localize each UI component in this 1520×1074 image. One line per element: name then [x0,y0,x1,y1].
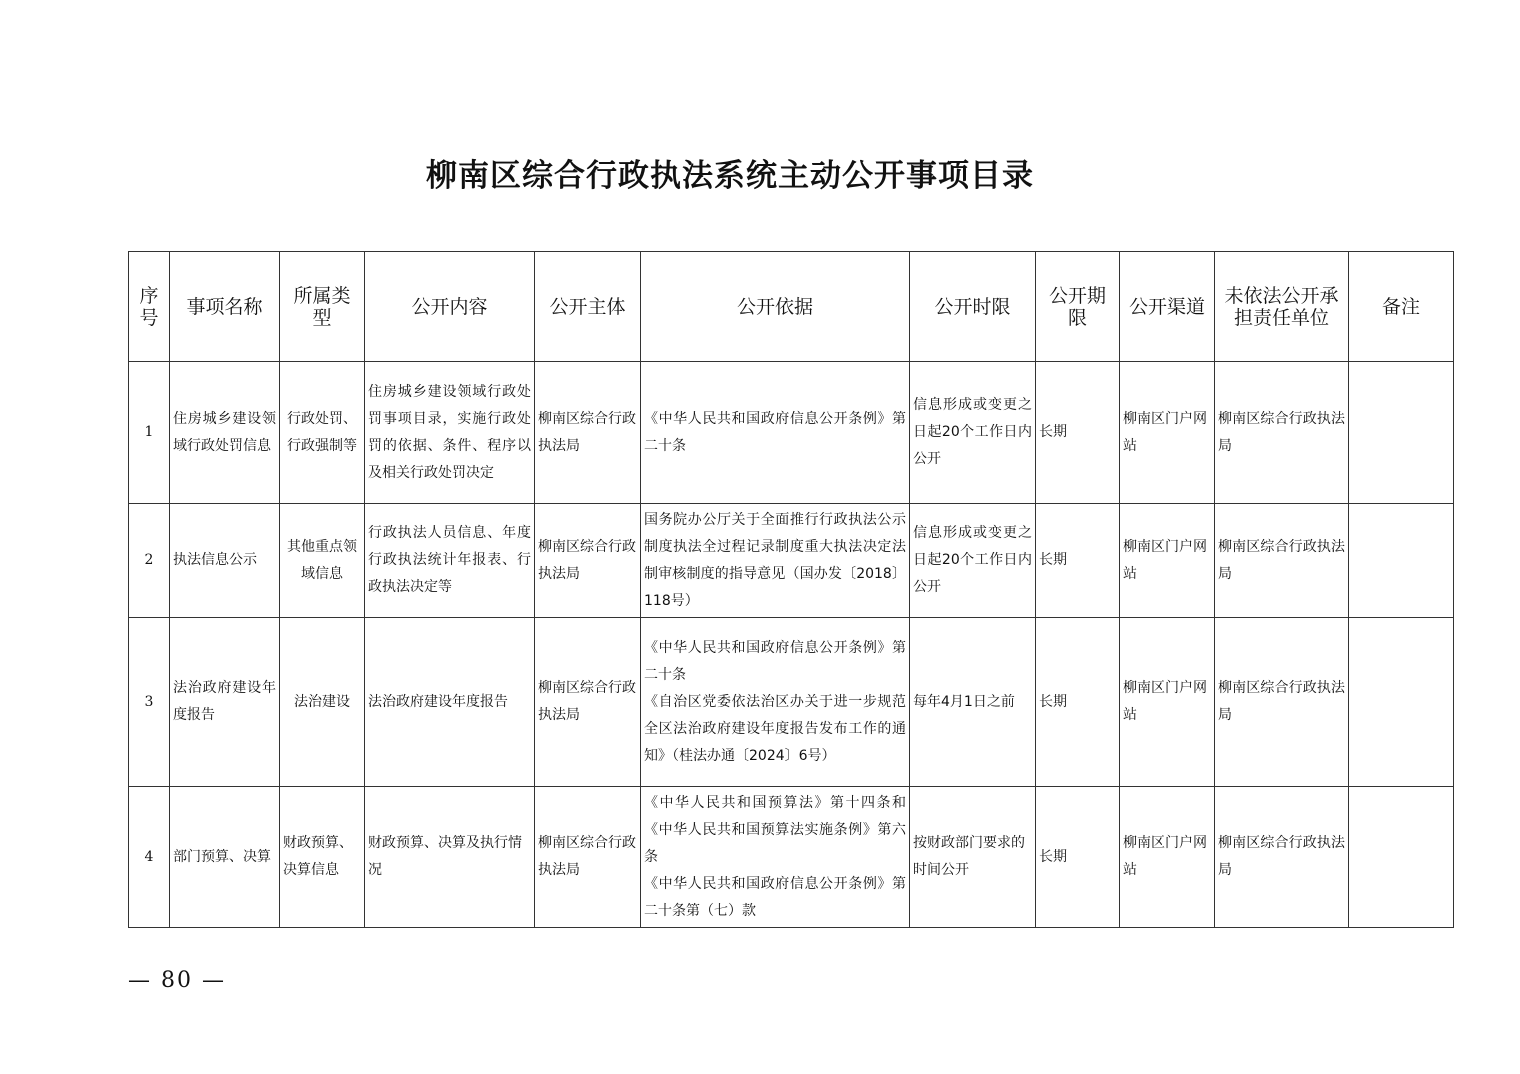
header-basis: 公开依据 [641,252,910,362]
basis-line: 《中华人民共和国政府信息公开条例》第二十条第（七）款 [644,875,906,919]
header-subject: 公开主体 [535,252,641,362]
row-content: 法治政府建设年度报告 [365,618,535,787]
basis-line: 《中华人民共和国政府信息公开条例》第二十条 [644,639,906,683]
row-basis [641,504,910,618]
row-no: 4 [129,787,170,928]
header-period: 公开期限 [1036,252,1120,362]
header-responsible: 未依法公开承担责任单位 [1215,252,1349,362]
row-basis [641,362,910,504]
row-subject: 柳南区综合行政执法局 [535,787,641,928]
row-time-limit: 每年4月1日之前 [910,618,1036,787]
row-basis [641,787,910,928]
row-responsible: 柳南区综合行政执法局 [1215,787,1349,928]
row-type: 财政预算、决算信息 [280,787,365,928]
basis-line: 《自治区党委依法治区办关于进一步规范全区法治政府建设年度报告发布工作的通知》（桂法办通〔2024〕6号） [644,693,906,764]
row-channel: 柳南区门户网站 [1120,787,1215,928]
row-time-limit: 信息形成或变更之日起20个工作日内公开 [910,362,1036,504]
row-period: 长期 [1036,618,1120,787]
table-row [129,618,1454,787]
row-remark [1349,618,1454,787]
header-channel: 公开渠道 [1120,252,1215,362]
basis-line: 国务院办公厅关于全面推行行政执法公示制度执法全过程记录制度重大执法决定法制审核制度的指导意见（国办发〔2018〕118号） [644,511,906,609]
row-remark [1349,787,1454,928]
row-name: 执法信息公示 [170,504,280,618]
row-responsible: 柳南区综合行政执法局 [1215,504,1349,618]
row-channel: 柳南区门户网站 [1120,362,1215,504]
header-row [129,252,1454,362]
header-type: 所属类型 [280,252,365,362]
row-subject: 柳南区综合行政执法局 [535,618,641,787]
row-channel: 柳南区门户网站 [1120,504,1215,618]
row-name: 法治政府建设年度报告 [170,618,280,787]
row-period: 长期 [1036,504,1120,618]
page-number: — 80 — [128,968,226,993]
row-no: 1 [129,362,170,504]
table-row [129,362,1454,504]
header-no: 序号 [129,252,170,362]
row-period: 长期 [1036,362,1120,504]
row-basis [641,618,910,787]
row-time-limit: 按财政部门要求的时间公开 [910,787,1036,928]
row-type: 其他重点领域信息 [280,504,365,618]
table-row [129,504,1454,618]
header-content: 公开内容 [365,252,535,362]
row-content: 住房城乡建设领域行政处罚事项目录，实施行政处罚的依据、条件、程序以及相关行政处罚决定 [365,362,535,504]
header-name: 事项名称 [170,252,280,362]
catalog-table [128,251,1454,928]
row-type: 法治建设 [280,618,365,787]
row-no: 2 [129,504,170,618]
row-content: 行政执法人员信息、年度行政执法统计年报表、行政执法决定等 [365,504,535,618]
table-row [129,787,1454,928]
row-subject: 柳南区综合行政执法局 [535,362,641,504]
row-name: 住房城乡建设领域行政处罚信息 [170,362,280,504]
row-responsible: 柳南区综合行政执法局 [1215,618,1349,787]
row-period: 长期 [1036,787,1120,928]
row-no: 3 [129,618,170,787]
row-responsible: 柳南区综合行政执法局 [1215,362,1349,504]
document-title: 柳南区综合行政执法系统主动公开事项目录 [426,158,1034,194]
header-time-limit: 公开时限 [910,252,1036,362]
basis-line: 《中华人民共和国政府信息公开条例》第二十条 [644,410,906,454]
row-content: 财政预算、决算及执行情况 [365,787,535,928]
row-channel: 柳南区门户网站 [1120,618,1215,787]
header-remark: 备注 [1349,252,1454,362]
row-remark [1349,362,1454,504]
row-time-limit: 信息形成或变更之日起20个工作日内公开 [910,504,1036,618]
row-name: 部门预算、决算 [170,787,280,928]
row-remark [1349,504,1454,618]
basis-line: 《中华人民共和国预算法》第十四条和《中华人民共和国预算法实施条例》第六条 [644,794,906,865]
row-subject: 柳南区综合行政执法局 [535,504,641,618]
row-type: 行政处罚、行政强制等 [280,362,365,504]
